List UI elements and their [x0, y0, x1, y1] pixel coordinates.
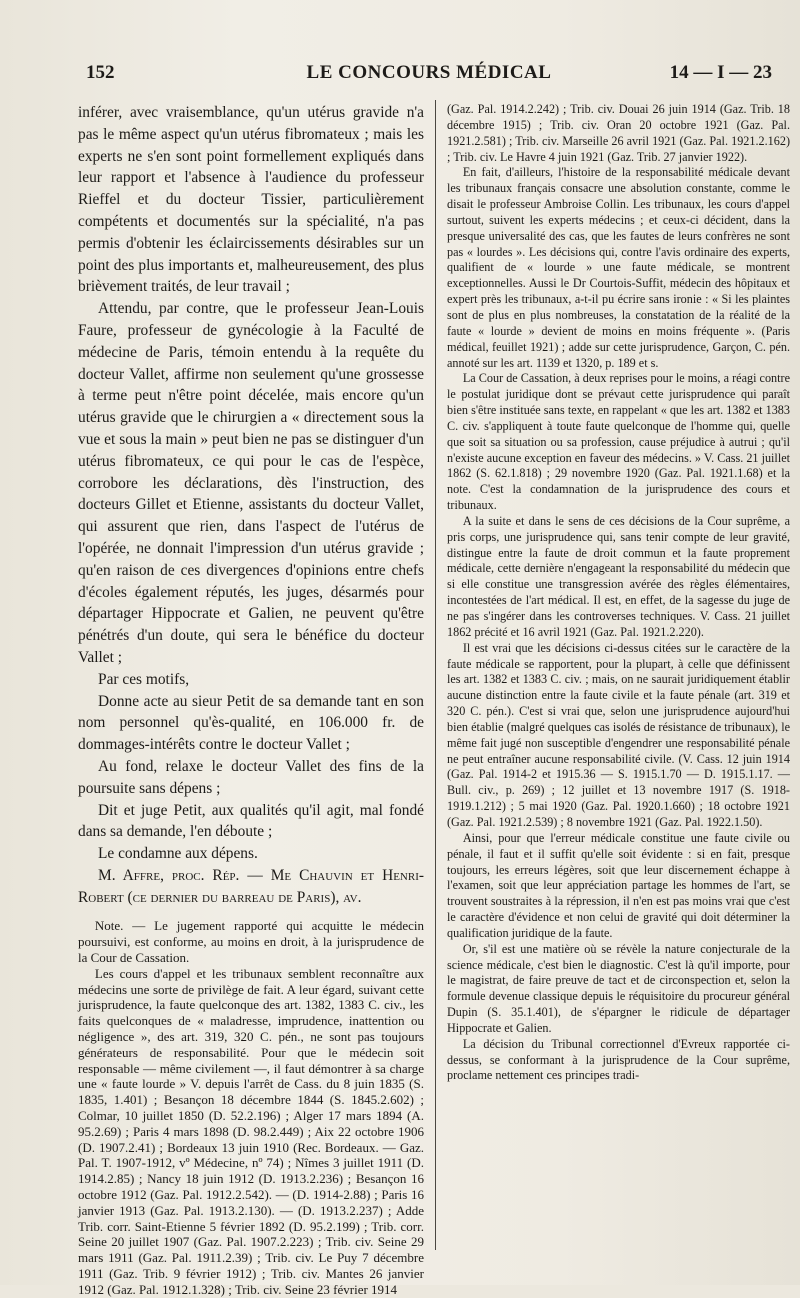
judgment-paragraph: Au fond, relaxe le docteur Vallet des fins de la poursuite sans dépens ;: [78, 757, 424, 797]
issue-date: 14 — I — 23: [669, 62, 772, 83]
judgment-paragraph: Le condamne aux dépens.: [98, 845, 258, 863]
note-paragraph: (Gaz. Pal. 1914.2.242) ; Trib. civ. Douai 26 juin 1914 (Gaz. Trib. 18 décembre 1915) ; Trib. civ. Oran 20 octobre 1921 (Gaz. Pal. 1921.2.581) ; Trib. civ. Marseille 26 avril 1921 (Gaz. Pal. 1921.2.162) ; Trib. civ. Le Havre 4 juin 1921 (Gaz. Trib. 27 janvier 1922).: [447, 102, 790, 164]
note-paragraph: Ainsi, pour que l'erreur médicale constitue une faute civile ou pénale, il faut et il suffit qu'elle soit évidente : si en fait, presque toujours, les erreurs légères, soit que leur discernement échappe à l'examen, soit que leur appréciation partage les hommes de l'art, se trouvent soustraites à la répression, il n'en est pas moins vrai que c'est le caractère d'évidence et non celui de gravité qui doit déterminer la qualification juridique de la faute.: [447, 830, 790, 940]
note-paragraph: En fait, d'ailleurs, l'histoire de la responsabilité médicale devant les tribunaux français consacre une absolution constante, comme le disait le professeur Ambroise Collin. Les tribunaux, les cours d'appel surtout, suivent les experts médecins ; et ceux-ci décident, dans la presque universalité des cas, que les fautes de leurs confrères ne sont pas « lourdes ». Les décisions qui, contre l'avis ordinaire des experts, qualifient de « lourde » une faute médicale, se montrent exceptionnelles. Aussi le Dr Courtois-Suffit, médecin des hôpitaux et expert près les tribunaux, a-t-il pu écrire sans ironie : « Si les plaintes sont de plus en plus nombreuses, la constatation de la réalité de la faute « lourde » devient de moins en moins fréquente ». (Paris médical, feuillet 1921) ; adde sur cette jurisprudence, Garçon, C. pén. annoté sur les art. 1139 et 1320, p. 189 et s.: [447, 165, 790, 370]
note-paragraph: Or, s'il est une matière où se révèle la nature conjecturale de la science médicale, c'est bien le diagnostic. C'est là qu'il importe, pour le magistrat, de faire preuve de tact et de circonspection et, selon la formule devenue classique depuis le réquisitoire du procureur général Dupin (S. 35.1.401), de s'épargner le ridicule de départager Hippocrate et Galien.: [447, 941, 790, 1035]
note-paragraph: Il est vrai que les décisions ci-dessus citées sur le caractère de la faute médicale se rapportent, pour la plupart, à celle que définissent les art. 1382 et 1383 C. civ. ; mais, on ne saurait juridiquement établir aucune distinction entre la faute civile et la faute pénale (art. 319 et 320 C. pén.). C'est si vrai que, selon une jurisprudence aujourd'hui bien établie (malgré quelques cas isolés de résistance de tribunaux), le même fait jugé non susceptible d'engendrer une responsabilité pénale ne peut entraîner aucune responsabilité civile. (V. Cass. 12 juin 1914 (Gaz. Pal. 1914-2 et 1915.36 — S. 1915.1.70 — D. 1915.1.17. — Bull. civ., p. 269) ; 12 juillet et 13 novembre 1917 (S. 1918-1919.1.212) ; 5 mai 1920 (Gaz. Pal. 1920.1.660) ; 18 octobre 1921 (Gaz. Pal. 1921.2.539) ; 8 novembre 1921 (Gaz. Pal. 1922.1.50).: [447, 640, 790, 829]
note-paragraph: A la suite et dans le sens de ces décisions de la Cour suprême, a pris corps, une jurisprudence qui, sans tenir compte de leur gravité, distingue entre la faute de droit commun et la faute proprement médicale, cette dernière n'engageant la responsabilité du médecin que si elle constitue une transgression avérée des règles élémentaires, incontestées de l'art médical. Il est, en effet, de la sagesse du juge de ne pas s'ingérer dans les controverses techniques. V. Cass. 21 juillet 1862 précité et 16 avril 1921 (Gaz. Pal. 1921.2.220).: [447, 513, 790, 639]
court-signature: M. Affre, proc. Rép. — Me Chauvin et Henri-Robert (ce dernier du barreau de Paris), av.: [78, 866, 424, 906]
judgment-paragraph: Attendu, par contre, que le professeur Jean-Louis Faure, professeur de gynécologie à la Faculté de médecine de Paris, témoin entendu à la requête du docteur Vallet, affirme non seulement qu'une grossesse à terme peut n'être point décelée, mais encore qu'un utérus gravide que le chirurgien a « directement sous la vue et sous la main » peut bien ne pas se distinguer d'un utérus fibromateux, ce qui pour le cas de l'espèce, corrobore les déclarations, dès l'instruction, des docteurs Gillet et Etienne, assistants du docteur Vallet, qui assurent que rien, dans l'aspect de l'utérus de l'opérée, ne donnait l'impression d'un utérus gravide ; qu'en raison de ces divergences d'opinions entre chefs d'écoles également réputés, les juges, désarmés pour départager Hippocrate et Galien, ne peuvent qu'être pénétrés d'un doute, qui sera le bénéfice du docteur Vallet ;: [78, 300, 424, 666]
judgment-paragraph: inférer, avec vraisemblance, qu'un utérus gravide n'a pas le même aspect qu'un utérus fibromateux ; mais les experts ne s'en sont point formellement expliqués dans leur rapport et l'absence à l'audience du professeur Rieffel et du docteur Tissier, particulièrement compétents et documentés sur la spécialité, n'a pas permis d'obtenir les éclaircissements désirables sur un point des plus importants et, malheureusement, des plus brièvement traités, de leur travail ;: [78, 104, 424, 296]
journal-title: LE CONCOURS MÉDICAL: [306, 62, 552, 83]
column-divider: [435, 100, 436, 1250]
note-paragraph: La Cour de Cassation, à deux reprises pour le moins, a réagi contre le postulat juridique dont se prévaut cette jurisprudence qui paraît bien s'être instituée sans texte, en rappelant « que les art. 1382 et 1383 C. civ. s'appliquent à toute faute quelconque de l'homme qui, quelle que soit sa situation ou sa profession, cause préjudice à autrui ; qu'il n'existe aucune exception en faveur des médecins. » V. Cass. 21 juillet 1862 (S. 62.1.818) ; 29 novembre 1920 (Gaz. Pal. 1921.1.68) et la note. C'est la condamnation de la jurisprudence des cours et tribunaux.: [447, 371, 790, 513]
note-paragraph: Note. — Le jugement rapporté qui acquitte le médecin poursuivi, est conforme, au moins en droit, à la jurisprudence de la Cour de Cassation.: [78, 918, 424, 966]
judgment-paragraph: Par ces motifs,: [98, 670, 190, 688]
right-column: [447, 102, 790, 1252]
note-paragraph: Les cours d'appel et les tribunaux semblent reconnaître aux médecins une sorte de privilège de fait. A leur égard, suivant cette jurisprudence, la faute quelconque des art. 1382, 1383 C. civ., les faits quelconques de « maladresse, imprudence, inattention ou négligence », des art. 319, 320 C. pén., ne sont pas toujours générateurs de responsabilité. Pour que le médecin soit responsable — même civilement —, il faut démontrer à sa charge une « faute lourde » V. depuis l'arrêt de Cass. du 8 juin 1835 (S. 1835, 1.401) ; Besançon 18 décembre 1844 (S. 1845.2.602) ; Colmar, 10 juillet 1850 (D. 52.2.196) ; Alger 17 mars 1894 (A. 95.2.69) ; Paris 4 mars 1898 (D. 98.2.449) ; Aix 22 octobre 1906 (D. 1907.2.41) ; Bordeaux 13 juin 1910 (Rec. Bordeaux. — Gaz. Pal. T. 1907-1912, vº Médecine, nº 74) ; Nîmes 3 juillet 1911 (D. 1914.2.85) ; Nancy 18 juin 1912 (D. 1913.2.236) ; Besançon 16 octobre 1912 (Gaz. Pal. 1912.2.542). — (D. 1914-2.88) ; Paris 16 janvier 1913 (Gaz. Pal. 1913.2.130). — (D. 1913.2.237) ; Adde Trib. corr. Saint-Etienne 5 février 1892 (D. 95.2.199) ; Trib. corr. Seine 20 juillet 1907 (Gaz. Pal. 1907.2.223) ; Trib. civ. Seine 29 mars 1911 (Gaz. Pal. 1911.2.39) ; Trib. civ. Le Puy 7 décembre 1911 (Gaz. Trib. 9 février 1912) ; Trib. civ. Mantes 26 janvier 1912 (Gaz. Pal. 1912.1.328) ; Trib. civ. Seine 23 février 1914: [78, 965, 424, 1297]
page-number: 152: [86, 62, 115, 83]
judgment-paragraph: Dit et juge Petit, aux qualités qu'il agit, mal fondé dans sa demande, l'en déboute ;: [78, 801, 424, 841]
page-header: [86, 62, 772, 88]
note-paragraph: La décision du Tribunal correctionnel d'Evreux rapportée ci-dessus, se conformant à la jurisprudence de la Cour suprême, proclame nettement ces principes tradi-: [447, 1036, 790, 1083]
left-column: [78, 102, 424, 1297]
judgment-paragraph: Donne acte au sieur Petit de sa demande tant en son nom personnel qu'ès-qualité, en 106.000 fr. de dommages-intérêts contre le docteur Vallet ;: [78, 692, 424, 754]
